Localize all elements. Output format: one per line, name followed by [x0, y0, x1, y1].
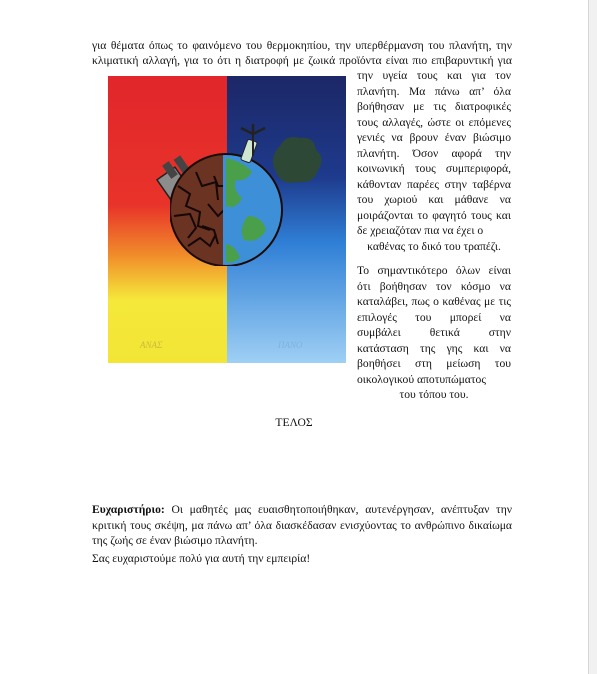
closing-line: Σας ευχαριστούμε πολύ για αυτή την εμπειρία!: [92, 552, 311, 565]
intro-line-2: κλιματική αλλαγή, για το ότι η διατροφή με ζωικά προϊόντα είναι πιο επιβαρυντική για: [92, 54, 512, 67]
thanks-paragraph: [92, 502, 512, 549]
paragraph-diet-last-line: καθένας το δικό του τραπέζι.: [367, 239, 501, 253]
thanks-label: Ευχαριστήριο:: [92, 503, 165, 516]
paragraph-important-last-line: του τόπου του.: [399, 388, 469, 401]
thanks-body: Οι μαθητές μας ευαισθητοποιήθηκαν, αυτενέργησαν, ανέπτυξαν την κριτική τους σκέψη, μα πάνω απ’ όλα διασκέδασαν ενισχύοντας το ανθρώπινο δικαίωμα της ζωής σε έναν βιώσιμο πλανήτη.: [92, 503, 512, 547]
paragraph-important-text: Το σημαντικότερο όλων είναι ότι βοήθησαν τον κόσμο να καταλάβει, πως ο καθένας με τις επιλογές του μπορεί να συμβάλει θετικά στην κατάσταση της γης και να βοηθήσει στη μείωση του οικολογικού αποτυπώματος: [357, 264, 511, 386]
student-drawing: [108, 76, 346, 363]
svg-text:ΠΑΝΟ: ΠΑΝΟ: [278, 340, 303, 350]
right-column-text: [357, 68, 511, 412]
ending-heading: ΤΕΛΟΣ: [275, 416, 313, 429]
paragraph-diet-text: την υγεία τους και για τον πλανήτη. Μα πάνω απ’ όλα βοήθησαν με τις διατροφικές τους αλλαγές, ώστε οι επόμενες γενιές να βρουν έναν βιώσιμο πλανήτη. Όσον αφορά την κοινωνική τους συμπεριφορά, κάθονταν παρέες στην ταβέρνα του χωριού και μάθανε να μοιράζονται το φαγητό τους και δε χρειαζόταν πια να έχει ο: [357, 69, 511, 237]
paragraph-most-important: [357, 263, 511, 403]
svg-text:ΑΝΑΣ: ΑΝΑΣ: [140, 340, 163, 350]
paragraph-diet-benefits: [357, 68, 511, 254]
intro-line-1: για θέματα όπως το φαινόμενο του θερμοκηπίου, την υπερθέρμανση του πλανήτη, την: [92, 39, 512, 52]
